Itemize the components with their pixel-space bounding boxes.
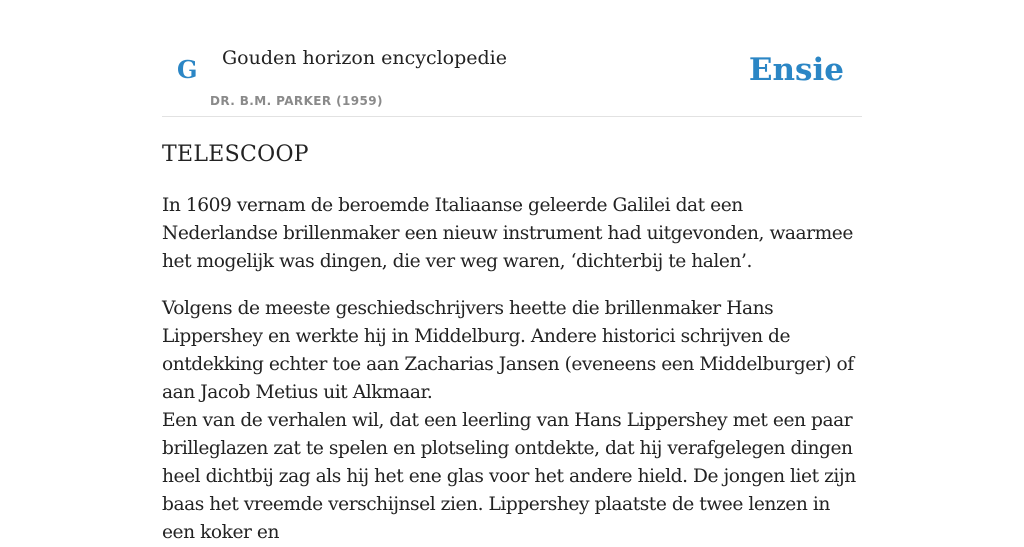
header [162,0,862,117]
entry-paragraph-2: Volgens de meeste geschiedschrijvers heette die brillenmaker Hans Lippershey en werkte hij in Middelburg. Andere historici schrijven de ontdekking echter toe aan Zacharias Jansen (eveneens een Middelburger) of aan Jacob Metius uit Alkmaar. [162,298,854,403]
entry-paragraph-1: In 1609 vernam de beroemde Italiaanse geleerde Galilei dat een Nederlandse brillenmaker een nieuw instrument had uitgevonden, waarmee het mogelijk was dingen, die ver weg waren, ‘dichterbij te halen’. [162,195,853,272]
book-logo-icon[interactable]: G [177,55,198,84]
entry-paragraph-3: Een van de verhalen wil, dat een leerling van Hans Lippershey met een paar brilleglazen zat te spelen en plotseling ontdekte, dat hij verafgelegen dingen heel dichtbij zag als hij het ene glas voor het andere hield. De jongen liet zijn baas het vreemde verschijnsel zien. Lippershey plaatste de twee lenzen in een koker en [162,410,856,543]
author-line: DR. B.M. PARKER (1959) [210,94,383,108]
ensie-brand-logo[interactable]: Ensie [748,52,844,88]
entry-title: TELESCOOP [162,142,309,167]
book-title[interactable]: Gouden horizon encyclopedie [222,47,507,69]
page [162,0,862,543]
